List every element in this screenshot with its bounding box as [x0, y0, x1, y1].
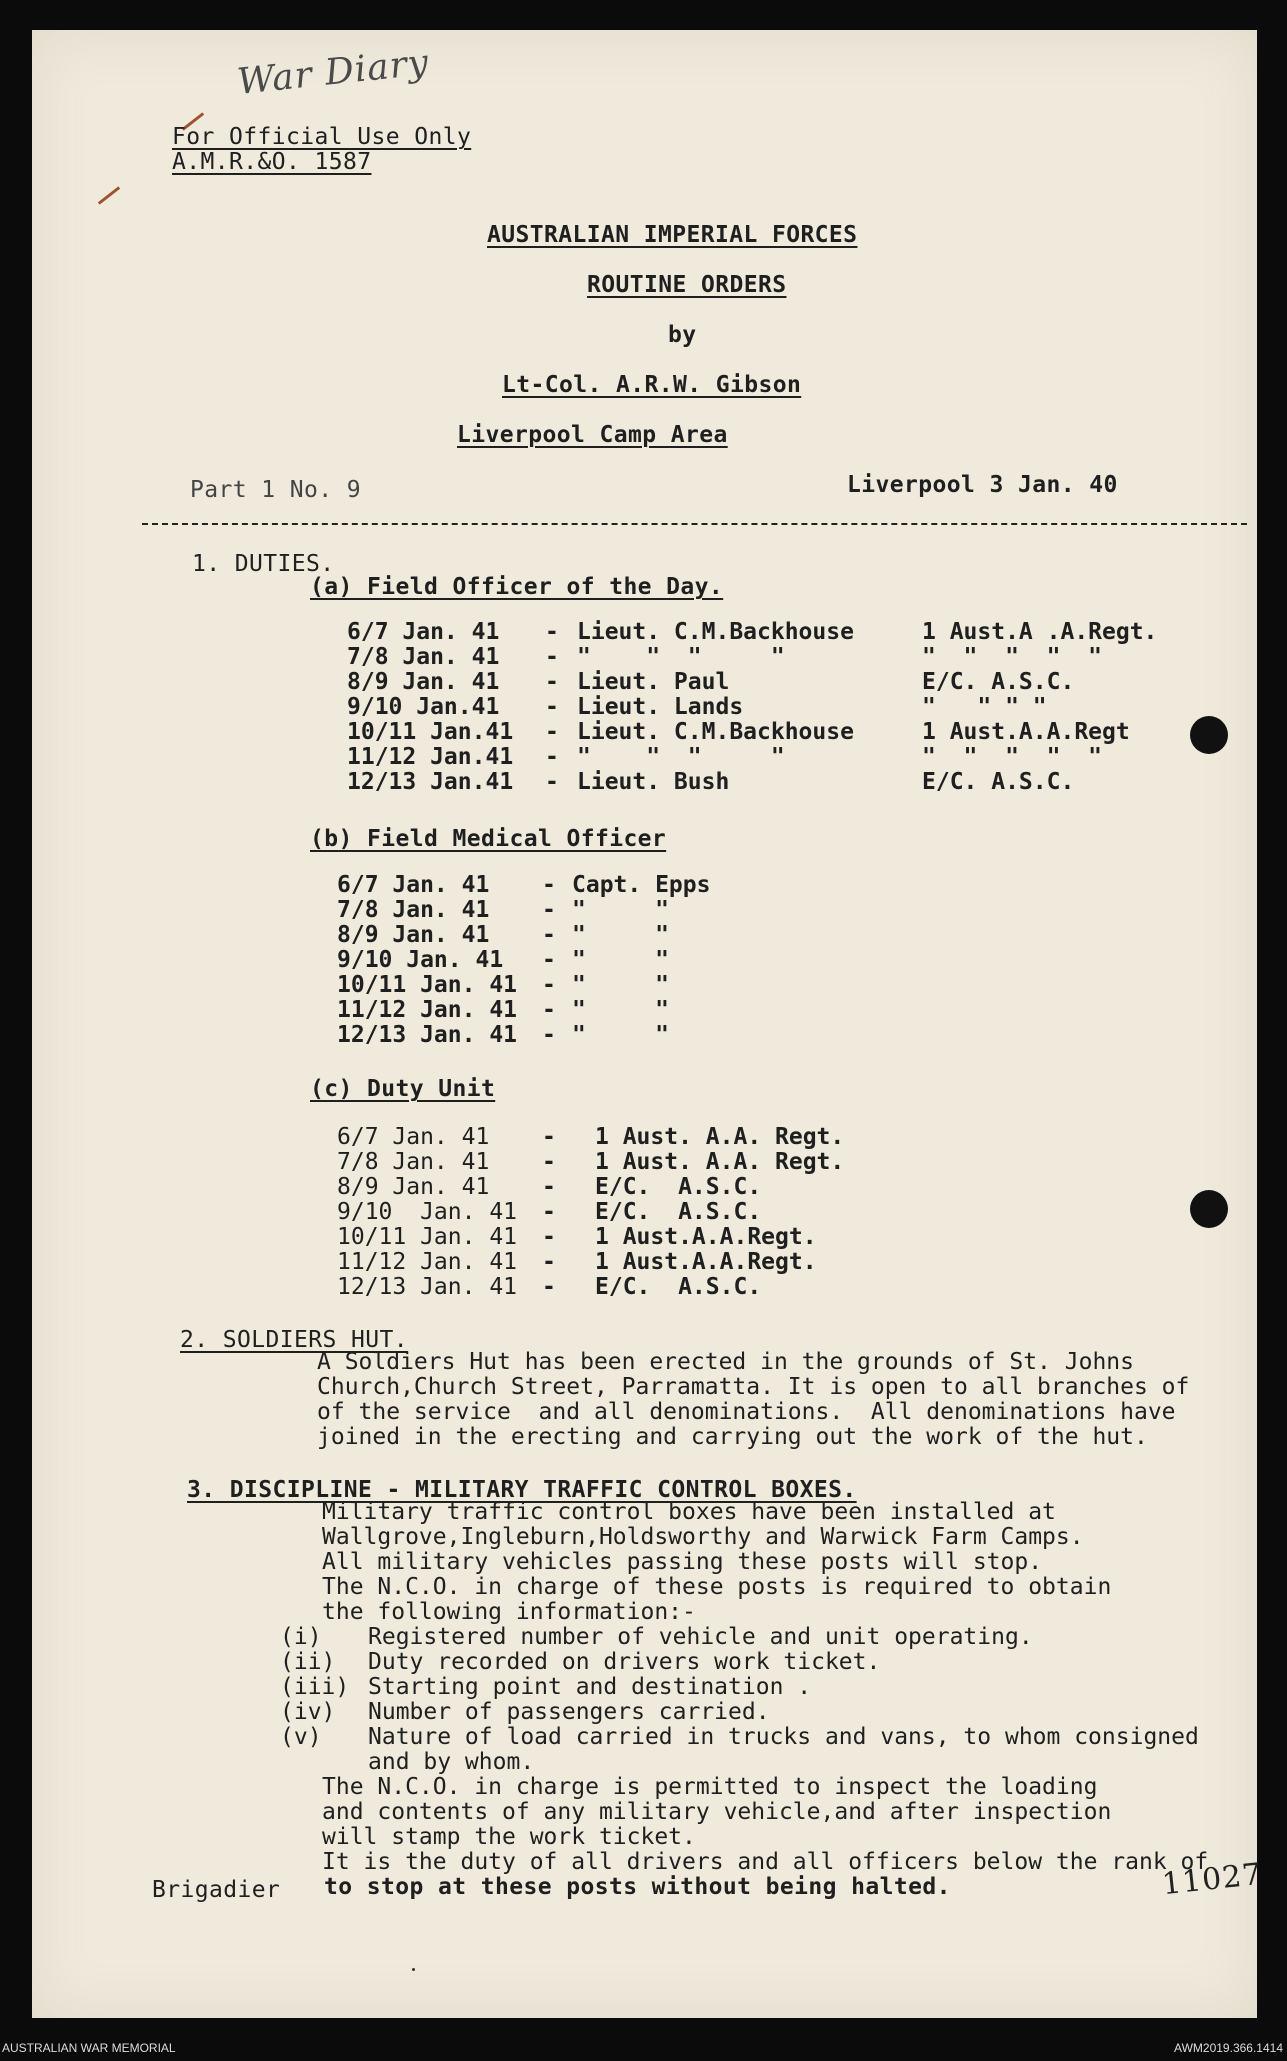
line-text: The N.C.O. in charge of these posts is required to obtain	[322, 1574, 1112, 1600]
separator-dash: -	[542, 997, 556, 1023]
officer-name: " "	[572, 997, 669, 1023]
table-row	[347, 745, 1197, 770]
item-number: (ii)	[280, 1649, 336, 1675]
unit-name: E/C. A.S.C.	[922, 669, 1075, 695]
separator-dash: -	[542, 922, 556, 948]
duty-date: 8/9 Jan. 41	[337, 922, 490, 948]
medical-officer-list	[337, 873, 937, 1048]
separator-dash: -	[542, 947, 556, 973]
line-text: It is the duty of all drivers and all officers below the rank of	[322, 1849, 1209, 1875]
pencil-mark	[98, 186, 120, 204]
separator-dash: -	[545, 769, 559, 795]
item-number: (iii)	[280, 1674, 350, 1700]
last-line: to stop at these posts without being halted.	[324, 1874, 951, 1900]
table-row	[347, 670, 1197, 695]
table-row	[337, 998, 937, 1023]
sub-b-heading: (b) Field Medical Officer	[310, 826, 667, 852]
table-row	[337, 1023, 937, 1048]
item-number: (iv)	[280, 1699, 336, 1725]
unit-name: 1 Aust.A.A.Regt.	[595, 1224, 817, 1250]
title-by: by	[668, 322, 697, 348]
punch-hole	[1190, 716, 1228, 754]
item-text: Duty recorded on drivers work ticket.	[368, 1649, 881, 1675]
ink-speck	[412, 1968, 415, 1971]
separator-dash: -	[545, 619, 559, 645]
duty-date: 9/10 Jan. 41	[337, 947, 504, 973]
duty-date: 8/9 Jan. 41	[347, 669, 500, 695]
classification-label: For Official Use Only	[172, 124, 472, 150]
title-forces: AUSTRALIAN IMPERIAL FORCES	[487, 222, 858, 248]
line-text: the following information:-	[322, 1599, 696, 1625]
document-page	[32, 30, 1264, 2018]
unit-name: 1 Aust.A .A.Regt.	[922, 619, 1158, 645]
line-text: joined in the erecting and carrying out the work of the hut.	[317, 1424, 1148, 1450]
duty-date: 12/13 Jan. 41	[337, 1274, 518, 1300]
unit-name: 1 Aust. A.A. Regt.	[595, 1124, 845, 1150]
separator-dash: -	[545, 644, 559, 670]
brigadier-label: Brigadier	[152, 1877, 281, 1903]
separator-dash: -	[542, 897, 556, 923]
table-row	[347, 720, 1197, 745]
footer-left: AUSTRALIAN WAR MEMORIAL	[2, 2041, 176, 2055]
duty-date: 11/12 Jan. 41	[337, 1249, 518, 1275]
officer-name: " " " "	[577, 644, 785, 670]
punch-hole	[1190, 1190, 1228, 1228]
duty-date: 10/11 Jan. 41	[337, 972, 518, 998]
unit-name: " " " " "	[922, 644, 1103, 670]
officer-name: Lieut. Paul	[577, 669, 730, 695]
table-row	[347, 770, 1197, 795]
duty-date: 9/10 Jan.41	[347, 694, 500, 720]
footer-right: AWM2019.366.1414	[1174, 2041, 1283, 2055]
table-row	[337, 1175, 1037, 1200]
officer-name: " " " "	[577, 744, 785, 770]
item-text: Nature of load carried in trucks and vans, to whom consigned	[368, 1724, 1199, 1750]
officer-name: " "	[572, 922, 669, 948]
officer-name: " "	[572, 1022, 669, 1048]
separator-dash: -	[545, 694, 559, 720]
separator-dash: -	[542, 1199, 556, 1225]
separator-dash: -	[545, 744, 559, 770]
unit-name: " " " "	[922, 694, 1047, 720]
duty-date: 10/11 Jan.41	[347, 719, 514, 745]
line-text: The N.C.O. in charge is permitted to inspect the loading	[322, 1774, 1098, 1800]
reference-number: A.M.R.&O. 1587	[172, 149, 372, 175]
line-text: A Soldiers Hut has been erected in the grounds of St. Johns	[317, 1349, 1134, 1375]
section-3-heading: 3. DISCIPLINE - MILITARY TRAFFIC CONTROL BOXES.	[187, 1477, 857, 1503]
duty-date: 7/8 Jan. 41	[337, 897, 490, 923]
officer-name: " "	[572, 947, 669, 973]
separator-dash: -	[542, 1149, 556, 1175]
table-row	[337, 1125, 1037, 1150]
sub-a-heading: (a) Field Officer of the Day.	[310, 574, 724, 600]
table-row	[337, 1150, 1037, 1175]
duty-date: 11/12 Jan. 41	[337, 997, 518, 1023]
duty-date: 7/8 Jan. 41	[337, 1149, 490, 1175]
title-commander: Lt-Col. A.R.W. Gibson	[502, 372, 802, 398]
unit-name: 1 Aust.A.A.Regt	[922, 719, 1130, 745]
item-text: and by whom.	[368, 1749, 535, 1775]
place-date: Liverpool 3 Jan. 40	[847, 472, 1118, 498]
officer-name: Capt. Epps	[572, 872, 711, 898]
line-text: and contents of any military vehicle,and after inspection	[322, 1799, 1112, 1825]
line-text: will stamp the work ticket.	[322, 1824, 696, 1850]
item-text: Registered number of vehicle and unit operating.	[368, 1624, 1033, 1650]
section-1-heading: 1. DUTIES.	[192, 551, 335, 577]
table-row	[337, 1250, 1037, 1275]
table-row	[337, 898, 937, 923]
unit-name: E/C. A.S.C.	[595, 1199, 762, 1225]
officer-name: Lieut. Lands	[577, 694, 744, 720]
field-officer-list	[347, 620, 1197, 795]
unit-name: E/C. A.S.C.	[922, 769, 1075, 795]
duty-unit-list	[337, 1125, 1037, 1300]
duty-date: 6/7 Jan. 41	[337, 872, 490, 898]
page-stamp-number: 11027	[1160, 1856, 1264, 1903]
item-number: (i)	[280, 1624, 322, 1650]
duty-date: 8/9 Jan. 41	[337, 1174, 490, 1200]
duty-date: 6/7 Jan. 41	[347, 619, 500, 645]
sub-c-heading: (c) Duty Unit	[310, 1076, 496, 1102]
officer-name: " "	[572, 972, 669, 998]
table-row	[337, 1275, 1037, 1300]
table-row	[347, 620, 1197, 645]
officer-name: Lieut. Bush	[577, 769, 730, 795]
separator-dash: -	[542, 1249, 556, 1275]
duty-date: 9/10 Jan. 41	[337, 1199, 518, 1225]
item-text: Starting point and destination .	[368, 1674, 812, 1700]
separator-dash: -	[542, 1174, 556, 1200]
line-text: Church,Church Street, Parramatta. It is open to all branches of	[317, 1374, 1190, 1400]
table-row	[347, 695, 1197, 720]
table-row	[337, 923, 937, 948]
line-text: Military traffic control boxes have been installed at	[322, 1499, 1056, 1525]
separator-dash: -	[542, 1124, 556, 1150]
table-row	[337, 973, 937, 998]
table-row	[337, 1225, 1037, 1250]
handwritten-note: War Diary	[235, 42, 431, 103]
officer-name: Lieut. C.M.Backhouse	[577, 619, 854, 645]
item-text: Number of passengers carried.	[368, 1699, 770, 1725]
table-row	[337, 873, 937, 898]
divider-line	[142, 523, 1247, 525]
separator-dash: -	[542, 1022, 556, 1048]
line-text: Wallgrove,Ingleburn,Holdsworthy and Warwick Farm Camps.	[322, 1524, 1084, 1550]
section-2-heading: 2. SOLDIERS HUT.	[180, 1327, 408, 1353]
unit-name: 1 Aust.A.A.Regt.	[595, 1249, 817, 1275]
line-text: of the service and all denominations. All denominations have	[317, 1399, 1176, 1425]
duty-date: 7/8 Jan. 41	[347, 644, 500, 670]
separator-dash: -	[542, 1274, 556, 1300]
unit-name: E/C. A.S.C.	[595, 1274, 762, 1300]
title-routine-orders: ROUTINE ORDERS	[587, 272, 787, 298]
unit-name: E/C. A.S.C.	[595, 1174, 762, 1200]
separator-dash: -	[545, 669, 559, 695]
table-row	[337, 948, 937, 973]
duty-date: 11/12 Jan.41	[347, 744, 514, 770]
unit-name: " " " " "	[922, 744, 1103, 770]
part-number: Part 1 No. 9	[190, 477, 361, 503]
duty-date: 10/11 Jan. 41	[337, 1224, 518, 1250]
separator-dash: -	[542, 872, 556, 898]
separator-dash: -	[542, 1224, 556, 1250]
title-area: Liverpool Camp Area	[457, 422, 728, 448]
separator-dash: -	[542, 972, 556, 998]
duty-date: 12/13 Jan. 41	[337, 1022, 518, 1048]
unit-name: 1 Aust. A.A. Regt.	[595, 1149, 845, 1175]
officer-name: " "	[572, 897, 669, 923]
duty-date: 6/7 Jan. 41	[337, 1124, 490, 1150]
table-row	[337, 1200, 1037, 1225]
separator-dash: -	[545, 719, 559, 745]
duty-date: 12/13 Jan.41	[347, 769, 514, 795]
officer-name: Lieut. C.M.Backhouse	[577, 719, 854, 745]
line-text: All military vehicles passing these posts will stop.	[322, 1549, 1043, 1575]
item-number: (v)	[280, 1724, 322, 1750]
table-row	[347, 645, 1197, 670]
